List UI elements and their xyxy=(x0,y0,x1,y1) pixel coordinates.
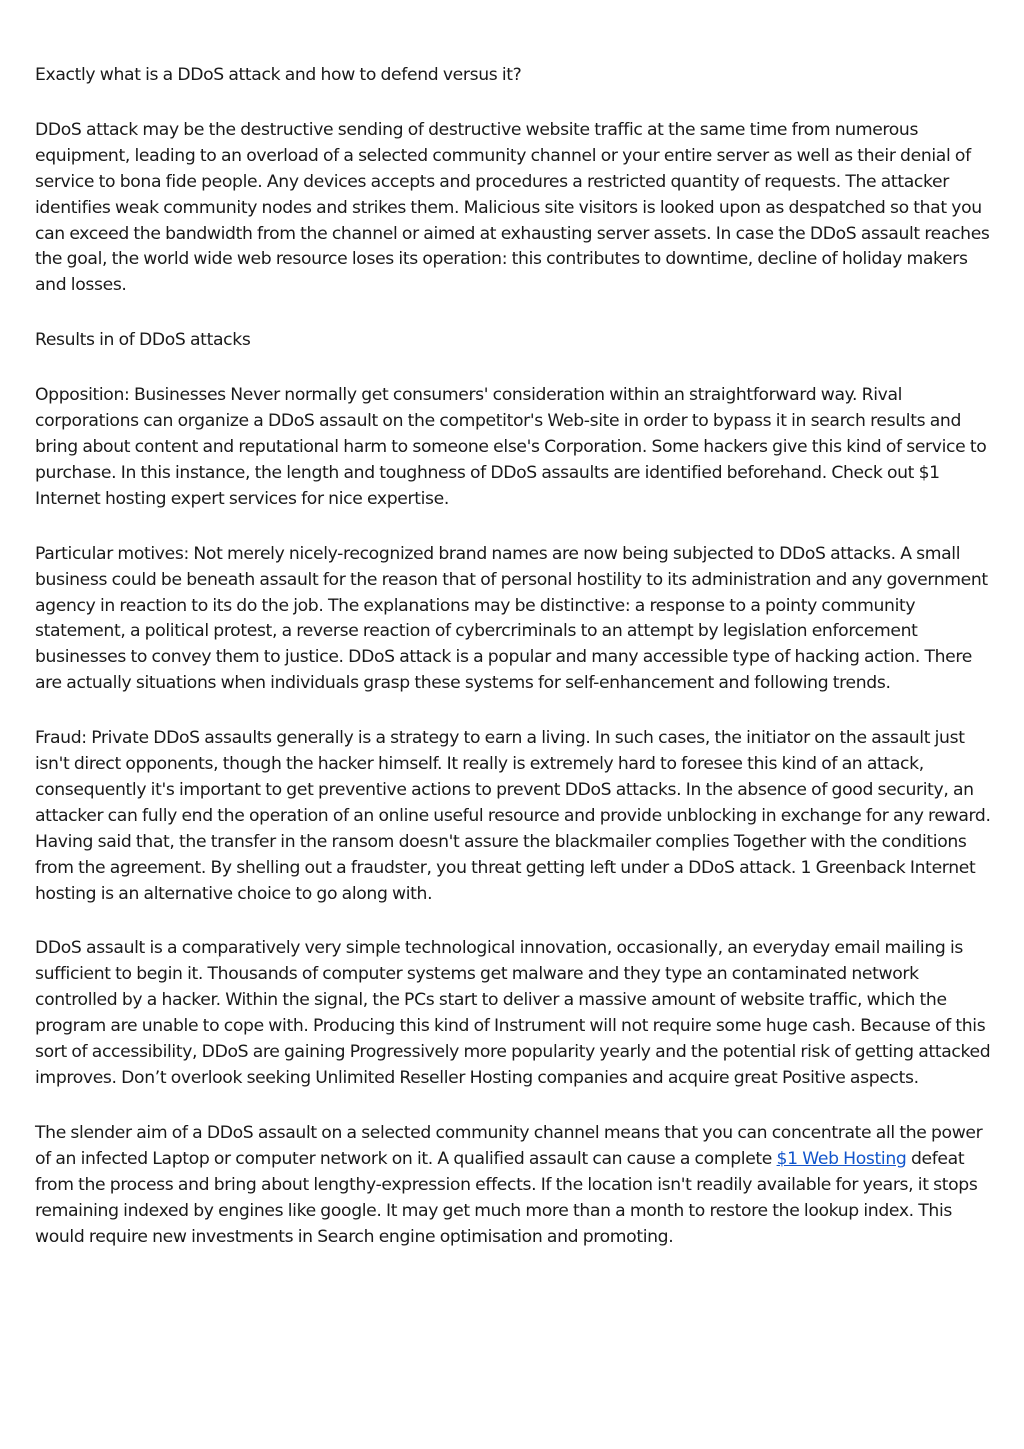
paragraph-simplicity: DDoS assault is a comparatively very simple technological innovation, occasionally, an everyday email mailing is sufficient to begin it. Thousands of computer systems get malware and they type an contaminated network controlled by a hacker. Within the signal, the PCs start to deliver a massive amount of website traffic, which the program are unable to cope with. Producing this kind of Instrument will not require some huge cash. Because of this sort of accessibility, DDoS are gaining Progressively more popularity yearly and the potential risk of getting attacked improves. Don’t overlook seeking Unlimited Reseller Hosting companies and acquire great Positive aspects. xyxy=(35,938,991,1088)
paragraph-text-after-link: defeat from the process and bring about lengthy-expression effects. If the location isn't readily available for years, it stops remaining indexed by engines like google. It may get much more than a month to restore the lookup index. This would require new investments in Search engine optimisation and promoting. xyxy=(35,1148,978,1247)
article-title: Exactly what is a DDoS attack and how to defend versus it? xyxy=(35,65,522,85)
section-heading-causes: Results in of DDoS attacks xyxy=(35,330,251,351)
paragraph-intro: DDoS attack may be the destructive sending of destructive website traffic at the same time from numerous equipment, leading to an overload of a selected community channel or your entire server as well as their denial of service to bona fide people. Any devices accepts and procedures a restricted quantity of requests. The attacker identifies weak community nodes and strikes them. Malicious site visitors is looked upon as despatched so that you can exceed the bandwidth from the channel or aimed at exhausting server assets. In case the DDoS assault reaches the goal, the world wide web resource loses its operation: this contributes to downtime, decline of holiday makers and losses. xyxy=(35,119,990,296)
paragraph-fraud: Fraud: Private DDoS assaults generally is a strategy to earn a living. In such cases, the initiator on the assault just isn't direct opponents, though the hacker himself. It really is extremely hard to foresee this kind of an attack, consequently it's important to get preventive actions to prevent DDoS attacks. In the absence of good security, an attacker can fully end the operation of an online useful resource and provide unblocking in exchange for any reward. Having said that, the transfer in the ransom doesn't assure the blackmailer complies Together with the conditions from the agreement. By shelling out a fraudster, you threat getting left under a DDoS attack. 1 Greenback Internet hosting is an alternative choice to go along with. xyxy=(35,728,991,904)
paragraph-text-before-link: The slender aim of a DDoS assault on a selected community channel means that you can concentrate all the power of an infected Laptop or computer network on it. A qualified assault can cause a complete xyxy=(35,1122,983,1169)
web-hosting-link[interactable]: $1 Web Hosting xyxy=(776,1148,907,1169)
paragraph-competition: Opposition: Businesses Never normally get consumers' consideration within an straightforward way. Rival corporations can organize a DDoS assault on the competitor's Web-site in order to bypass it in search results and bring about content and reputational harm to someone else's Corporation. Some hackers give this kind of service to purchase. In this instance, the length and toughness of DDoS assaults are identified beforehand. Check out $1 Internet hosting expert services for nice expertise. xyxy=(35,385,987,509)
article-body xyxy=(35,63,991,1279)
paragraph-personal-motives: Particular motives: Not merely nicely-recognized brand names are now being subjected to DDoS attacks. A small business could be beneath assault for the reason that of personal hostility to its administration and any government agency in reaction to its do the job. The explanations may be distinctive: a response to a pointy community statement, a political protest, a reverse reaction of cybercriminals to an attempt by legislation enforcement businesses to convey them to justice. DDoS attack is a popular and many accessible type of hacking action. There are actually situations when individuals grasp these systems for self-enhancement and following trends. xyxy=(35,543,988,694)
paragraph-targeted-attack xyxy=(35,1121,991,1251)
